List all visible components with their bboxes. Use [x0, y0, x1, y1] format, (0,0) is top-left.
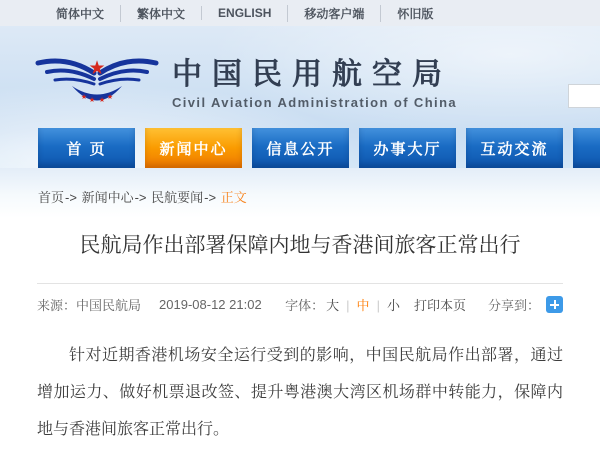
- topbar-link[interactable]: 移动客户端: [287, 5, 380, 22]
- source-label: 来源：: [37, 298, 77, 313]
- article-meta-row: [37, 295, 563, 314]
- svg-text:★: ★: [88, 96, 96, 104]
- nav-item[interactable]: 首 页: [38, 128, 135, 168]
- caac-wings-logo: [34, 52, 160, 112]
- svg-text:★: ★: [106, 93, 114, 101]
- share-label: 分享到：: [487, 298, 540, 313]
- font-size-option[interactable]: 中 |: [357, 295, 387, 314]
- main-nav: [38, 128, 600, 168]
- article-panel: [0, 231, 600, 448]
- site-titles: [172, 52, 457, 110]
- topbar-link[interactable]: 怀旧版: [380, 5, 449, 22]
- article-title: 民航局作出部署保障内地与香港间旅客正常出行: [79, 234, 521, 257]
- breadcrumb-item: [151, 190, 217, 205]
- nav-item[interactable]: 办事大厅: [359, 128, 456, 168]
- print-button[interactable]: 打印本页: [413, 298, 466, 313]
- topbar-link[interactable]: 简体中文: [56, 6, 105, 21]
- breadcrumb-item: [38, 190, 78, 205]
- topbar-link[interactable]: ENGLISH: [201, 6, 287, 20]
- svg-text:★: ★: [98, 96, 106, 104]
- breadcrumb-item: [82, 190, 148, 205]
- nav-item[interactable]: [573, 128, 600, 168]
- topbar: [0, 0, 600, 26]
- site-logo-block[interactable]: [34, 52, 457, 112]
- site-header: [0, 26, 600, 168]
- breadcrumb-link[interactable]: 新闻中心: [81, 190, 134, 205]
- share-plus-icon[interactable]: [546, 296, 563, 313]
- font-size-option[interactable]: 小: [386, 298, 400, 313]
- article-meta-right: [285, 295, 563, 314]
- logo-star-icon: ★: [88, 57, 106, 79]
- font-size-label: 字体：: [285, 298, 325, 313]
- publish-datetime: 2019-08-12 21:02: [159, 297, 262, 312]
- breadcrumb: [38, 187, 600, 206]
- breadcrumb-separator: ->: [65, 190, 77, 205]
- divider: [37, 283, 563, 284]
- source-value: 中国民航局: [76, 298, 142, 313]
- breadcrumb-separator: ->: [134, 190, 147, 205]
- topbar-link[interactable]: 繁体中文: [120, 5, 201, 22]
- article-meta-left: [37, 295, 262, 314]
- breadcrumb-current: 正文: [220, 190, 247, 205]
- breadcrumb-separator: ->: [204, 190, 217, 205]
- nav-item[interactable]: 信息公开: [252, 128, 349, 168]
- search-input[interactable]: [568, 84, 600, 108]
- breadcrumb-link[interactable]: 民航要闻: [151, 190, 204, 205]
- font-size-option[interactable]: 大 |: [326, 295, 356, 314]
- svg-text:★: ★: [80, 93, 88, 101]
- font-size-options: [326, 295, 400, 314]
- nav-item[interactable]: 互动交流: [466, 128, 563, 168]
- site-name: 中国民用航空局: [172, 58, 452, 91]
- breadcrumb-zone: [0, 168, 600, 218]
- article-body: 针对近期香港机场安全运行受到的影响，中国民航局作出部署，通过增加运力、做好机票退改签、提升粤港澳大湾区机场群中转能力，保障内地与香港间旅客正常出行。: [37, 347, 563, 438]
- nav-item[interactable]: 新闻中心: [145, 128, 242, 168]
- site-name-en: Civil Aviation Administration of China: [172, 95, 458, 110]
- breadcrumb-link[interactable]: 首页: [38, 190, 65, 205]
